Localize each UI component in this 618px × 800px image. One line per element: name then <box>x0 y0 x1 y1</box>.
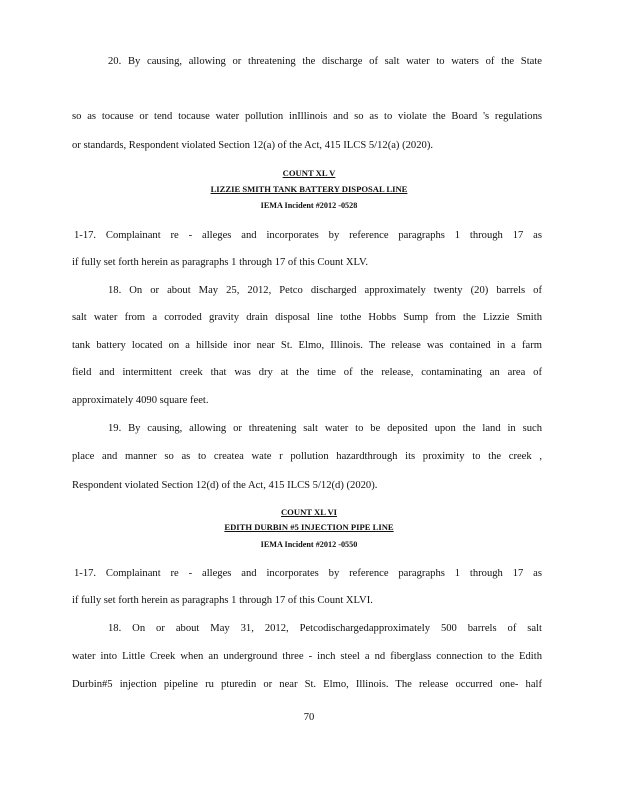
count-46-subheading: IEMA Incident #2012 -0550 <box>260 540 358 549</box>
p18b-line-3: Durbin#5 injection pipeline ru pturedin or near St. Elmo, Illinois. The release occurred one- half <box>72 679 542 690</box>
p1-17b-line-1: 1-17. Complainant re - alleges and incorporates by reference paragraphs 1 through 17 as <box>74 568 542 579</box>
count-45-subheading: IEMA Incident #2012 -0528 <box>260 201 358 210</box>
p19-line-1: 19. By causing, allowing or threatening salt water to be deposited upon the land in such <box>108 423 542 434</box>
p18b-line-2: water into Little Creek when an underground three - inch steel a nd fiberglass connection to the Edith <box>72 651 542 662</box>
p1-17b-line-2: if fully set forth herein as paragraphs 1 through 17 of this Count XLVI. <box>72 595 373 606</box>
count-45-heading: LIZZIE SMITH TANK BATTERY DISPOSAL LINE <box>210 184 408 194</box>
p18a-line-5: approximately 4090 square feet. <box>72 395 209 406</box>
p18a-line-3: tank battery located on a hillside inor near St. Elmo, Illinois. The release was contained in a farm <box>72 340 542 351</box>
p20-line-1: 20. By causing, allowing or threatening the discharge of salt water to waters of the State <box>108 56 542 67</box>
p18a-line-1: 18. On or about May 25, 2012, Petco discharged approximately twenty (20) barrels of <box>108 285 542 296</box>
page-number: 70 <box>303 712 315 723</box>
p20-line-3: or standards, Respondent violated Section 12(a) of the Act, 415 ILCS 5/12(a) (2020). <box>72 140 433 151</box>
p18a-line-2: salt water from a corroded gravity drain disposal line tothe Hobbs Sump from the Lizzie Smith <box>72 312 542 323</box>
p18b-line-1: 18. On or about May 31, 2012, Petcodischargedapproximately 500 barrels of salt <box>108 623 542 634</box>
p20-line-2: so as tocause or tend tocause water pollution inIllinois and so as to violate the Board 's regulations <box>72 111 542 122</box>
p18a-line-4: field and intermittent creek that was dry at the time of the release, contaminating an area of <box>72 367 542 378</box>
count-46-title: COUNT XL VI <box>280 507 338 517</box>
p19-line-2: place and manner so as to createa wate r pollution hazardthrough its proximity to the creek , <box>72 451 542 462</box>
p19-line-3: Respondent violated Section 12(d) of the Act, 415 ILCS 5/12(d) (2020). <box>72 480 378 491</box>
count-46-heading: EDITH DURBIN #5 INJECTION PIPE LINE <box>224 522 394 532</box>
count-45-title: COUNT XL V <box>282 168 336 178</box>
p1-17a-line-1: 1-17. Complainant re - alleges and incorporates by reference paragraphs 1 through 17 as <box>74 230 542 241</box>
p1-17a-line-2: if fully set forth herein as paragraphs 1 through 17 of this Count XLV. <box>72 257 368 268</box>
